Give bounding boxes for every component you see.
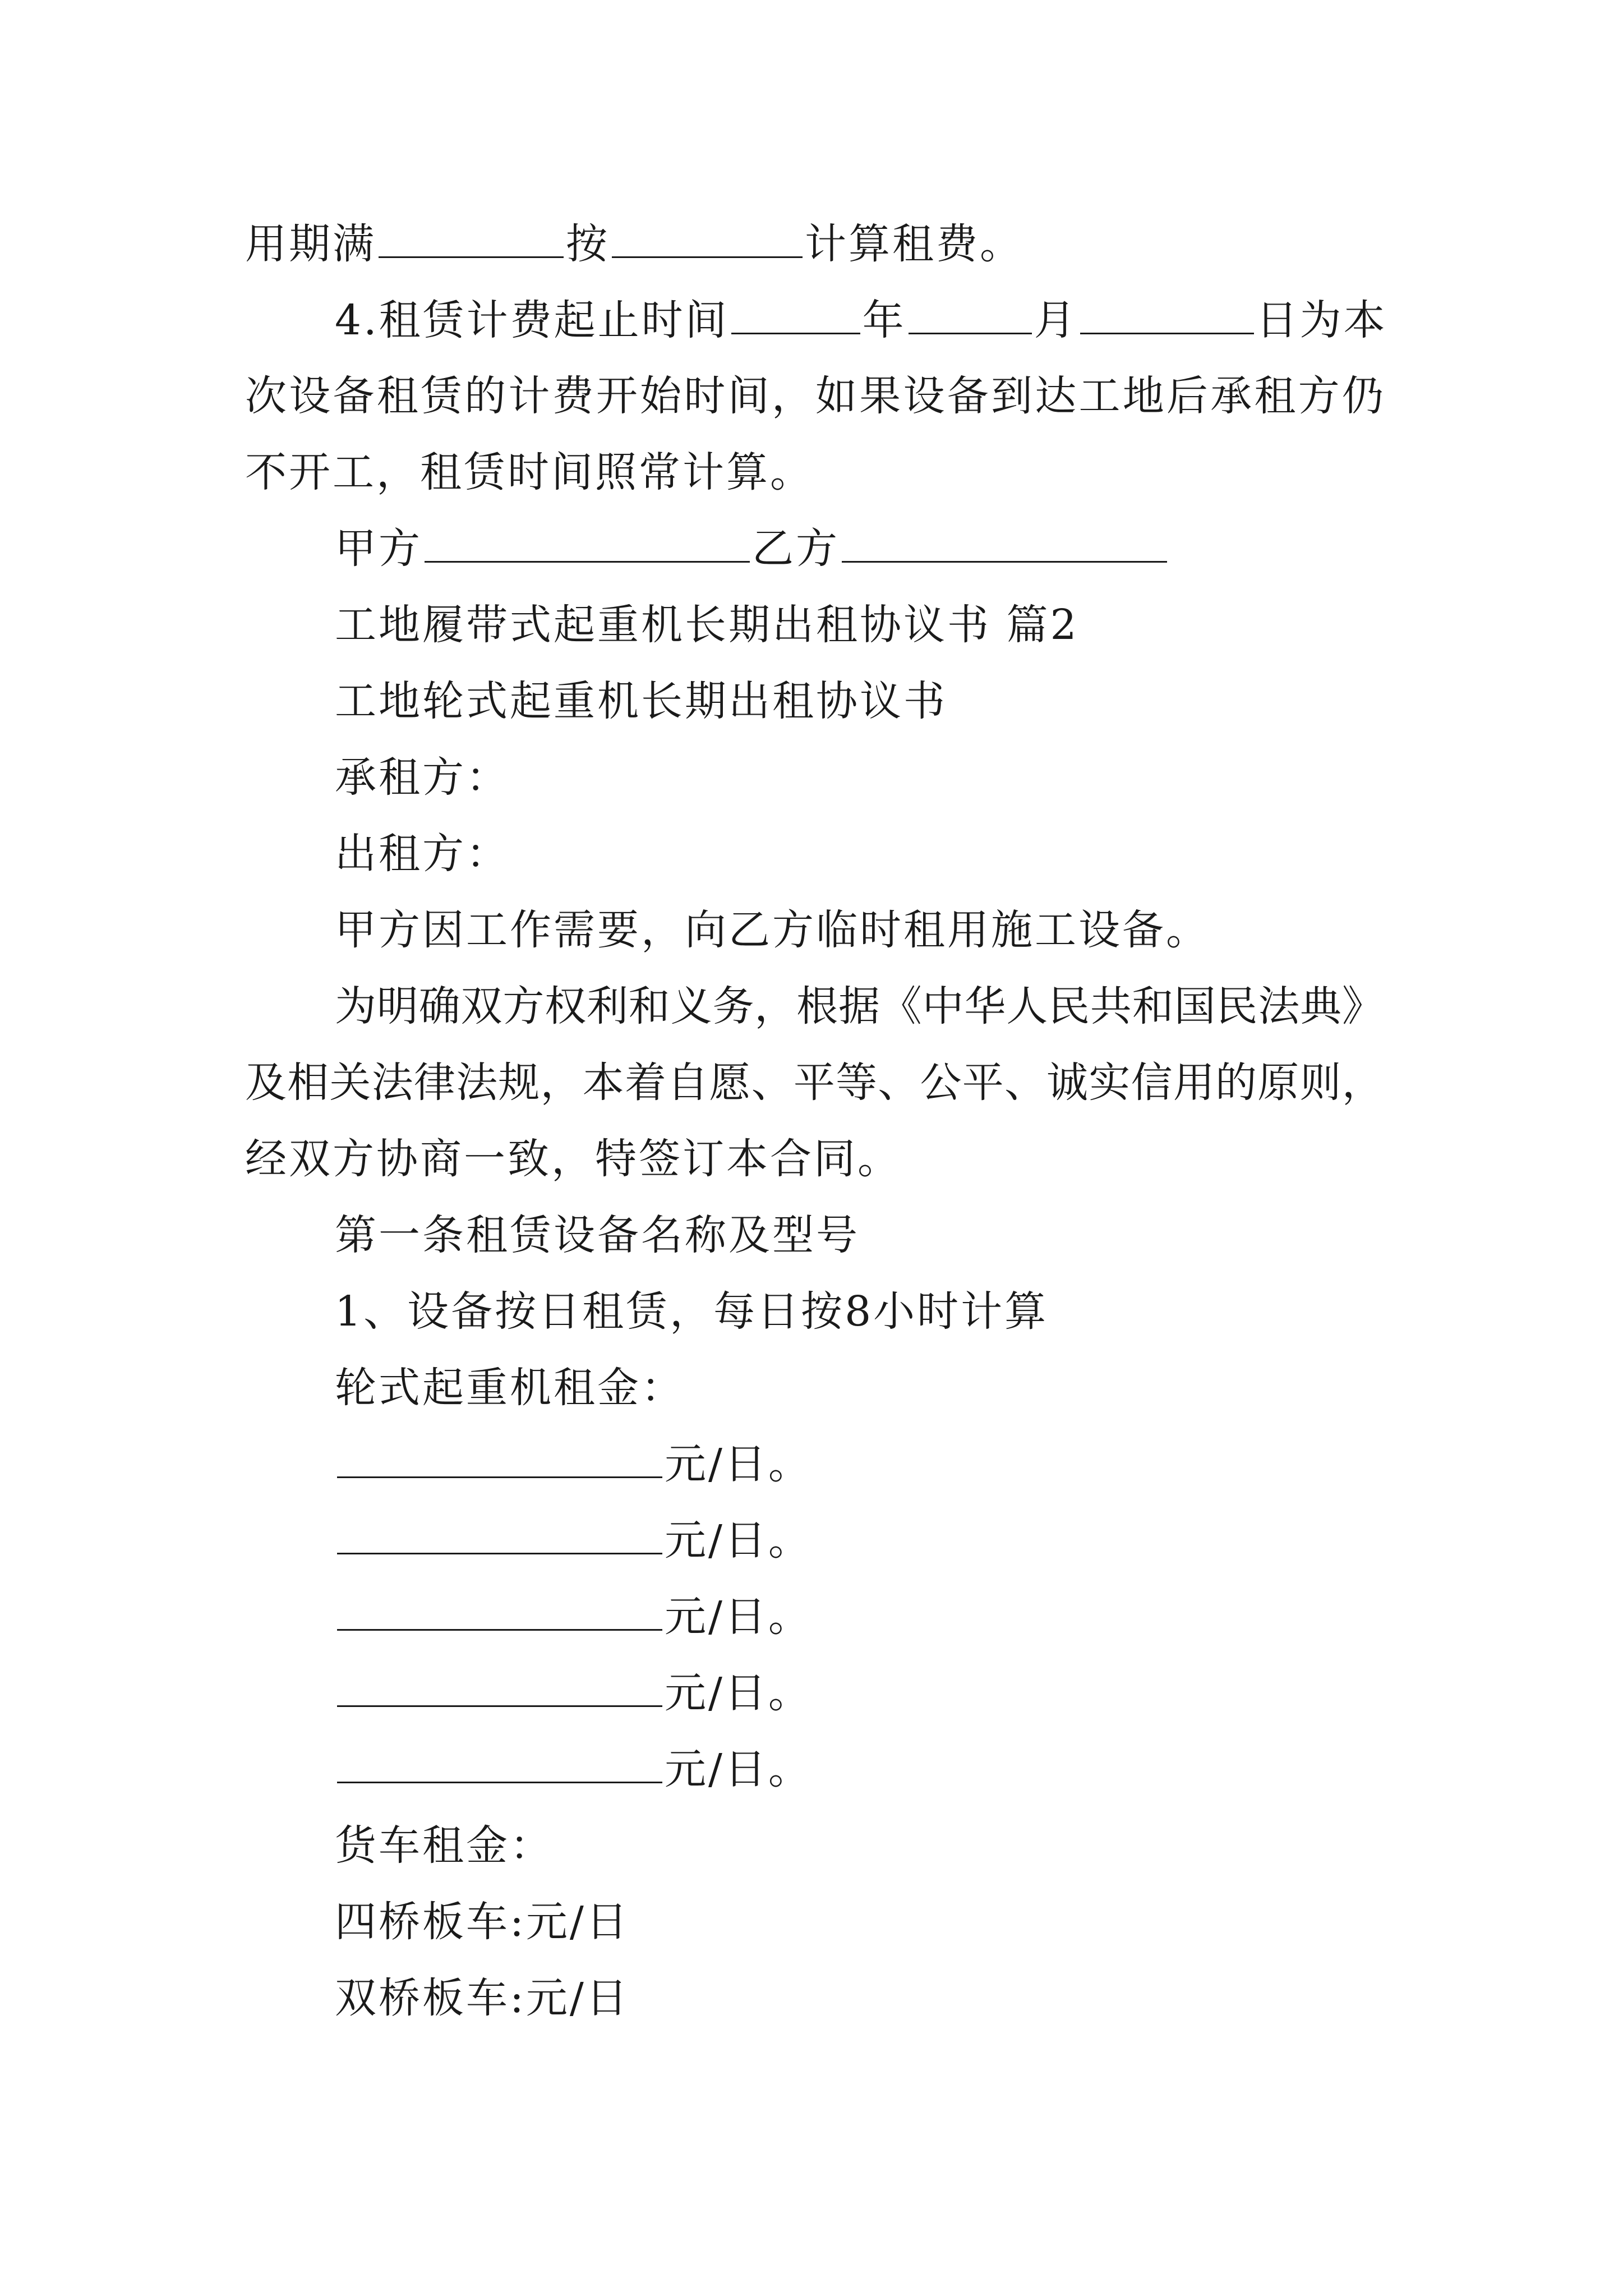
rent-row: 元/日。 — [335, 1589, 812, 1645]
lessor-label: 出租方： — [335, 830, 510, 878]
article-heading: 第一条租赁设备名称及型号 — [335, 1211, 860, 1259]
text-line-13: 经双方协商一致，特签订本合同。 — [245, 1135, 901, 1183]
rent-row: 元/日。 — [335, 1512, 812, 1568]
rent-row: 元/日。 — [335, 1436, 812, 1492]
rent-blank — [337, 1593, 662, 1631]
truck-rent-label: 货车租金： — [335, 1821, 554, 1870]
section-heading: 工地履带式起重机长期出租协议书 篇2 — [335, 601, 1079, 649]
blank-field — [731, 297, 860, 334]
blank-field — [1080, 297, 1254, 334]
text-line-11: 为 明 确 双 方 权 利 和 义 务 ， 根 据 《 中 华 人 民 共 和 国 民 法 典 》 — [335, 982, 1384, 1030]
crane-rent-label: 轮式起重机租金： — [335, 1364, 685, 1412]
lessee-label: 承租方： — [335, 753, 510, 802]
blank-field — [612, 220, 803, 258]
text-line-1: 用期满 按 计算租费。 — [245, 220, 1023, 268]
party-b-blank — [842, 525, 1167, 563]
rent-blank — [337, 1441, 662, 1478]
rent-blank — [337, 1517, 662, 1554]
rent-row: 元/日。 — [335, 1741, 812, 1797]
two-axle-trailer: 双桥板车:元/日 — [335, 1974, 630, 2022]
blank-field — [909, 297, 1032, 334]
text-line-2: 4.租赁计费起止时间 年 月 日为本 — [335, 296, 1387, 344]
rent-row: 元/日。 — [335, 1665, 812, 1721]
rent-blank — [337, 1669, 662, 1707]
signature-line: 甲方 乙方 — [335, 521, 1169, 577]
text-line-10: 甲方因工作需要，向乙方临时租用施工设备。 — [335, 906, 1210, 954]
blank-field — [379, 220, 564, 258]
document-title: 工地轮式起重机长期出租协议书 — [335, 677, 947, 725]
party-a-blank — [425, 525, 750, 563]
four-axle-trailer: 四桥板车:元/日 — [335, 1898, 630, 1946]
text-line-12: 及 相 关 法 律 法 规 ， 本 着 自 愿 、 平 等 、 公 平 、 诚 实 信 用 的 原 则 ， — [245, 1059, 1384, 1107]
rent-blank — [337, 1746, 662, 1783]
text-line-4: 不开工，租赁时间照常计算。 — [245, 448, 814, 496]
text-line-15: 1、设备按日租赁，每日按8小时计算 — [335, 1287, 1049, 1336]
text-line-3: 次 设 备 租 赁 的 计 费 开 始 时 间 ， 如 果 设 备 到 达 工 地 后 承 租 方 仍 — [245, 372, 1384, 420]
